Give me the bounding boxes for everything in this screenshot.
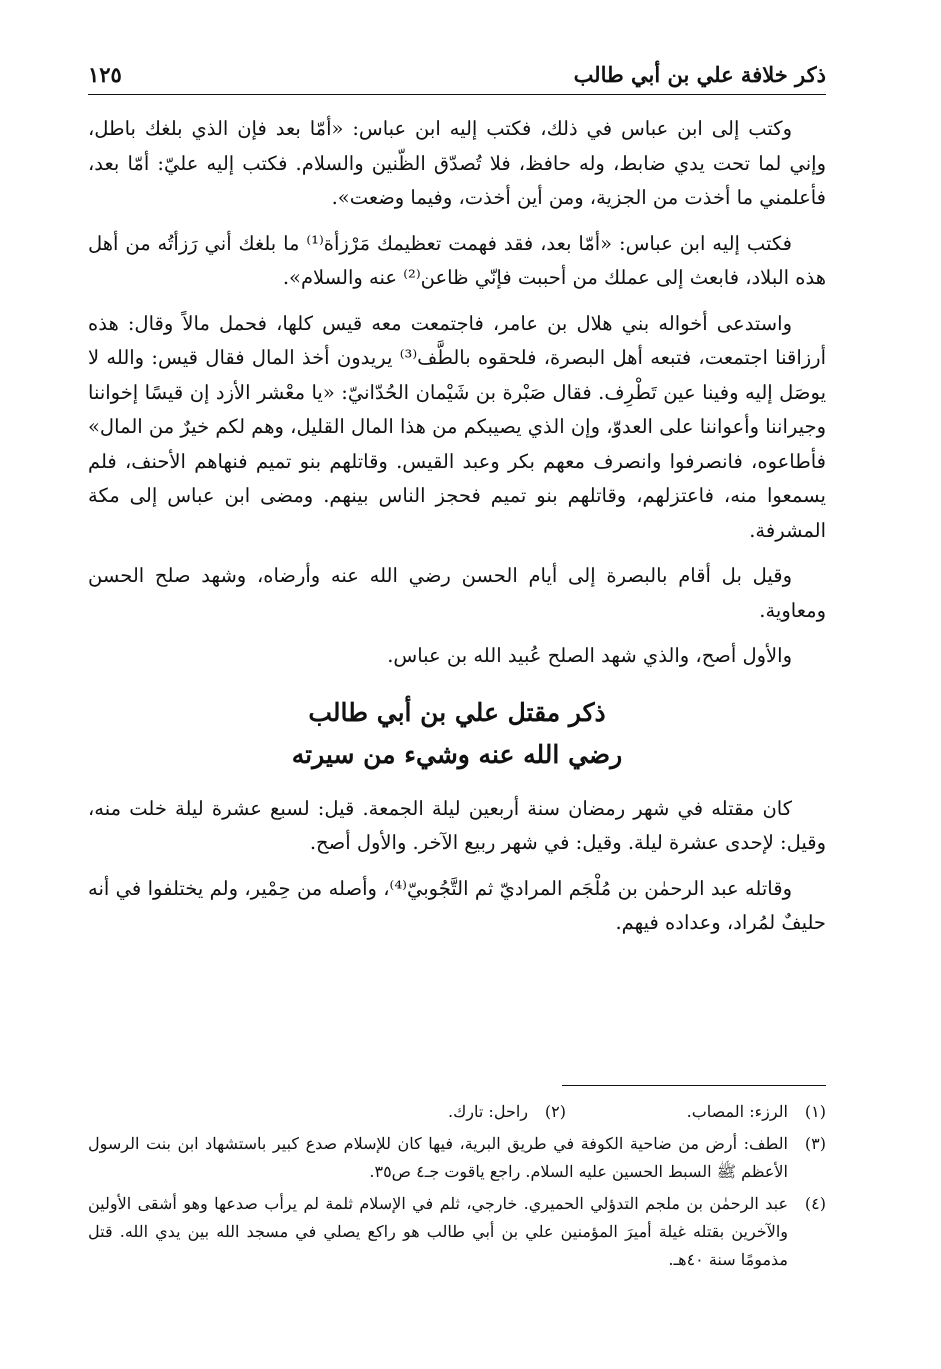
footnote-4-number: (٤) xyxy=(804,1194,826,1213)
page-number: ١٢٥ xyxy=(88,62,122,87)
footnote-3 xyxy=(88,1130,826,1186)
footnotes xyxy=(88,1098,826,1278)
paragraph-1: وكتب إلى ابن عباس في ذلك، فكتب إليه ابن عباس: «أمّا بعد فإن الذي بلغك باطل، وإني لما تحت يدي ضابط، وله حافظ، فلا تُصدّق الظّنين والسلام. فكتب إليه عليّ: أمّا بعد، فأعلمني ما أخذت من الجزية، ومن أين أخذت، وفيما وضعت». xyxy=(88,117,826,209)
footnote-2-text: راحل: تارك. xyxy=(448,1102,528,1121)
paragraph-2: فكتب إليه ابن عباس: «أمّا بعد، فقد فهمت تعظيمك مَرْزأة⁽¹⁾ ما بلغك أني رَزأتُه من أهل هذه البلاد، فابعث إلى عملك من أحببت فإنّي ظاعن⁽²⁾ عنه والسلام». xyxy=(88,231,826,289)
footnote-3-number: (٣) xyxy=(804,1134,826,1153)
paragraph-5: والأول أصح، والذي شهد الصلح عُبيد الله بن عباس. xyxy=(387,644,792,667)
footnote-1-text: الرزء: المصاب. xyxy=(686,1102,788,1121)
section-paragraph-2: وقاتله عبد الرحمٰن بن مُلْجَم المراديّ ثم التَّجُوبيّ⁽⁴⁾، وأصله من حِمْير، ولم يختلفوا في أنه حليفٌ لمُراد، وعداده فيهم. xyxy=(88,876,826,934)
page-header xyxy=(88,60,826,95)
section-heading-line-2: رضي الله عنه وشيء من سيرته xyxy=(291,739,623,769)
running-title: ذكر خلافة علي بن أبي طالب xyxy=(573,62,826,87)
footnote-4-text: عبد الرحمٰن بن ملجم التدؤلي الحميري. خارجي، ثلم في الإسلام ثلمة لم يرأب صدعها وهو أشقى الأولين والآخرين بقتله غيلة أميرَ المؤمنين علي بن أبي طالب هو راكع يصلي في مسجد الله بين يدي الله. قتل مذمومًا سنة ٤٠هـ. xyxy=(88,1194,788,1269)
footnote-4 xyxy=(88,1190,826,1274)
paragraph-3: واستدعى أخواله بني هلال بن عامر، فاجتمعت معه قيس كلها، فحمل مالاً وقال: هذه أرزاقنا اجتمعت، فتبعه أهل البصرة، فلحقوه بالطَّف⁽³⁾ يريدون أخذ المال فقال قيس: والله لا يوصَل إليه وفينا عين تَطْرِف. فقال صَبْرة بن شَيْمان الحُدّانيّ: «يا معْشر الأزد إن قيسًا إخواننا وجيراننا وأعواننا على العدوّ، وإن الذي يصيبكم من هذا المال القليل، وهم لكم خيرٌ من المال» فأطاعوه، فانصرفوا وانصرف معهم بكر وعبد القيس. وقاتلهم بنو تميم فنهاهم الأحنف، فلم يسمعوا منه، فاعتزلهم، وقاتلهم بنو تميم فحجز الناس بينهم. ومضى ابن عباس إلى مكة المشرفة. xyxy=(88,311,827,542)
paragraph-4: وقيل بل أقام بالبصرة إلى أيام الحسن رضي الله عنه وأرضاه، وشهد صلح الحسن ومعاوية. xyxy=(88,564,826,622)
main-text xyxy=(88,112,826,952)
footnote-separator xyxy=(562,1085,826,1086)
footnote-2 xyxy=(448,1098,566,1126)
footnote-1 xyxy=(566,1098,826,1126)
footnote-row-1-2 xyxy=(88,1098,826,1126)
footnote-2-number: (٢) xyxy=(544,1102,566,1121)
section-heading-line-1: ذكر مقتل علي بن أبي طالب xyxy=(308,697,606,727)
section-heading xyxy=(88,692,826,776)
footnote-3-text: الطف: أرض من ضاحية الكوفة في طريق البرية، فيها كان للإسلام صدع كبير باستشهاد ابن بنت الرسول الأعظم ﷺ السبط الحسين عليه السلام. راجع ياقوت جـ٤ ص٣٥. xyxy=(88,1134,788,1181)
section-paragraph-1: كان مقتله في شهر رمضان سنة أربعين ليلة الجمعة. قيل: لسبع عشرة ليلة خلت منه، وقيل: لإحدى عشرة ليلة. وقيل: في شهر ربيع الآخر. والأول أصح. xyxy=(88,796,826,854)
footnote-1-number: (١) xyxy=(804,1102,826,1121)
